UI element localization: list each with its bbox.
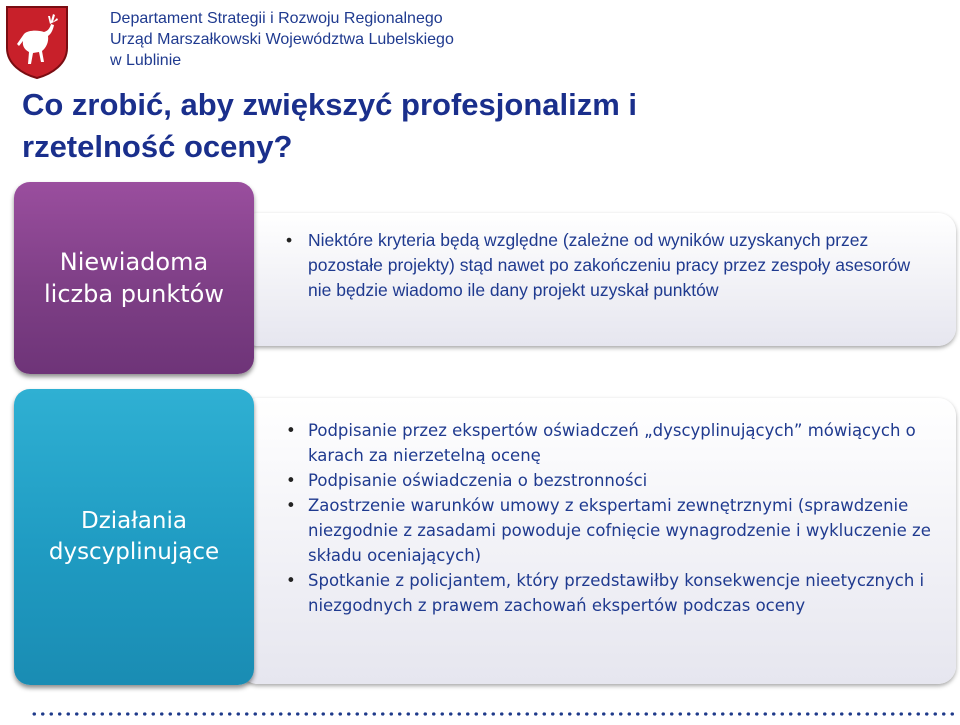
bullet-item: • Podpisanie przez ekspertów oświadczeń „dyscyplinujących” mówiących o karach za nierzetelną ocenę (284, 418, 934, 468)
section-1-bullet-list (284, 228, 924, 303)
bullet-item: • Zaostrzenie warunków umowy z ekspertami zewnętrznymi (sprawdzenie niezgodnie z zasadami powoduje cofnięcie wynagrodzenie i wykluczenie ze składu oceniających) (284, 493, 934, 568)
section-1-label-line-2: liczba punktów (44, 280, 224, 308)
section-2-label-line-1: Działania (81, 508, 187, 534)
coat-of-arms-logo (4, 4, 70, 80)
section-1-label-line-1: Niewiadoma (59, 248, 209, 276)
dotted-divider (30, 712, 955, 716)
section-1-label-box (14, 182, 254, 374)
slide-title (22, 84, 722, 168)
org-line-1: Departament Strategii i Rozwoju Regionalnego (110, 10, 443, 27)
org-line-3: w Lublinie (110, 52, 182, 69)
section-2-bullet-list (284, 418, 934, 618)
title-line-1: Co zrobić, aby zwiększyć profesjonalizm i (22, 87, 638, 122)
bullet-item: • Spotkanie z policjantem, który przedstawiłby konsekwencje nieetycznych i niezgodnych z prawem zachowań ekspertów podczas oceny (284, 568, 934, 618)
organization-name (110, 8, 454, 71)
bullet-item: • Podpisanie oświadczenia o bezstronności (284, 468, 934, 493)
title-line-2: rzetelność oceny? (22, 129, 293, 164)
org-line-2: Urząd Marszałkowski Województwa Lubelskiego (110, 31, 454, 48)
section-2-label-box (14, 389, 254, 685)
bullet-item: • Niektóre kryteria będą względne (zależne od wyników uzyskanych przez pozostałe projekty) stąd nawet po zakończeniu pracy przez zespoły asesorów nie będzie wiadomo ile dany projekt uzyskał punktów (284, 228, 924, 303)
section-2-label-line-2: dyscyplinujące (48, 539, 220, 565)
